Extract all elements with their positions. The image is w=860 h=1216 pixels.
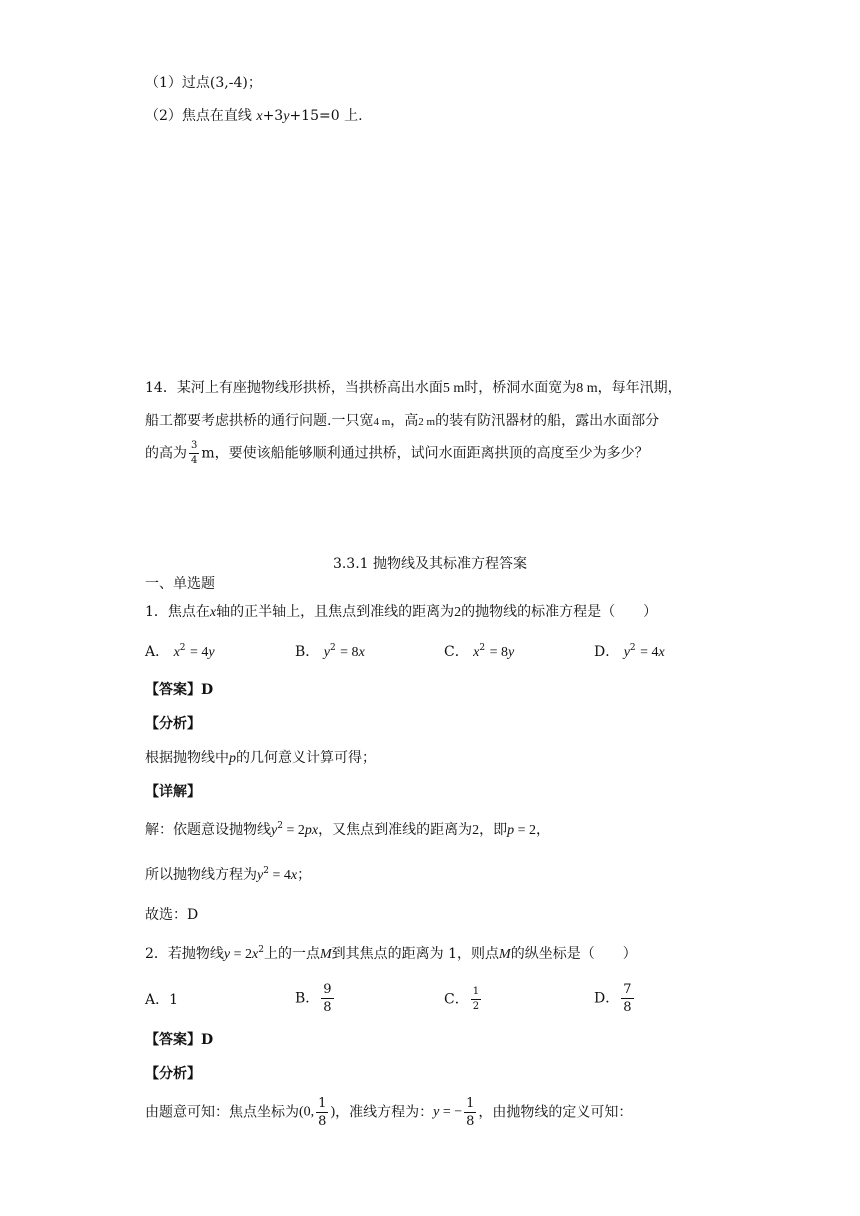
q1-option-c: C． $x^2 = 8y$ xyxy=(444,643,515,660)
q2-option-b: B． $\frac{9}{8}$ xyxy=(295,982,332,1015)
q1-analysis: 根据抛物线中p的几何意义计算可得； xyxy=(145,750,376,766)
problem14-line3: 的高为 $\frac{3}{4}$ m，要使该船能够顺利通过拱桥，试问水面距离拱顶的高度至少为多少？ xyxy=(145,440,649,466)
q1-detail-heading: 【详解】 xyxy=(145,784,201,800)
q1-answer: 【答案】D xyxy=(145,682,214,698)
prev-item-1: （1）过点(3,-4)； xyxy=(145,75,262,91)
q1-choice: 故选：D xyxy=(145,907,199,923)
problem14-line2: 船工都要考虑拱桥的通行问题.一只宽4 m，高2 m的装有防汛器材的船，露出水面部分 xyxy=(145,413,660,429)
q2-answer: 【答案】D xyxy=(145,1032,214,1048)
q2-option-a: A．1 xyxy=(145,992,179,1008)
q1-analysis-heading: 【分析】 xyxy=(145,716,201,732)
q2-option-c: C． $\frac{1}{2}$ xyxy=(444,986,480,1012)
q1-stem: 1．焦点在x轴的正半轴上，且焦点到准线的距离为2的抛物线的标准方程是（ ） xyxy=(145,604,658,620)
q2-analysis-heading: 【分析】 xyxy=(145,1066,201,1082)
q1-detail-1: 解：依题意设抛物线$y^2 = 2px$，又焦点到准线的距离为2，即p = 2， xyxy=(145,821,550,838)
section-heading: 一、单选题 xyxy=(145,576,215,592)
answer-title: 3.3.1 抛物线及其标准方程答案 xyxy=(332,556,528,572)
q2-option-d: D． $\frac{7}{8}$ xyxy=(594,982,632,1015)
q1-option-d: D． $y^2 = 4x$ xyxy=(594,643,665,660)
q2-stem: 2．若抛物线$y = 2x^2$上的一点M到其焦点的距离为 1，则点M的纵坐标是（ ） xyxy=(145,945,637,962)
fraction: $\frac{3}{4}$ xyxy=(191,440,198,466)
q1-detail-2: 所以抛物线方程为$y^2 = 4x$； xyxy=(145,866,312,883)
prev-item-2: （2）焦点在直线 x+3y+15=0 上. xyxy=(145,108,363,124)
q2-analysis: 由题意可知：焦点坐标为(0, $\frac{1}{8}$ )，准线方程为：y = − $\frac{1}{8}$ ，由抛物线的定义可知： xyxy=(145,1096,633,1129)
q1-option-a: A． $x^2 = 4y$ xyxy=(145,643,215,660)
q1-option-b: B． $y^2 = 8x$ xyxy=(295,643,365,660)
problem14-line1: 14．某河上有座抛物线形拱桥，当拱桥高出水面5 m时，桥洞水面宽为8 m，每年汛期， xyxy=(145,380,682,396)
